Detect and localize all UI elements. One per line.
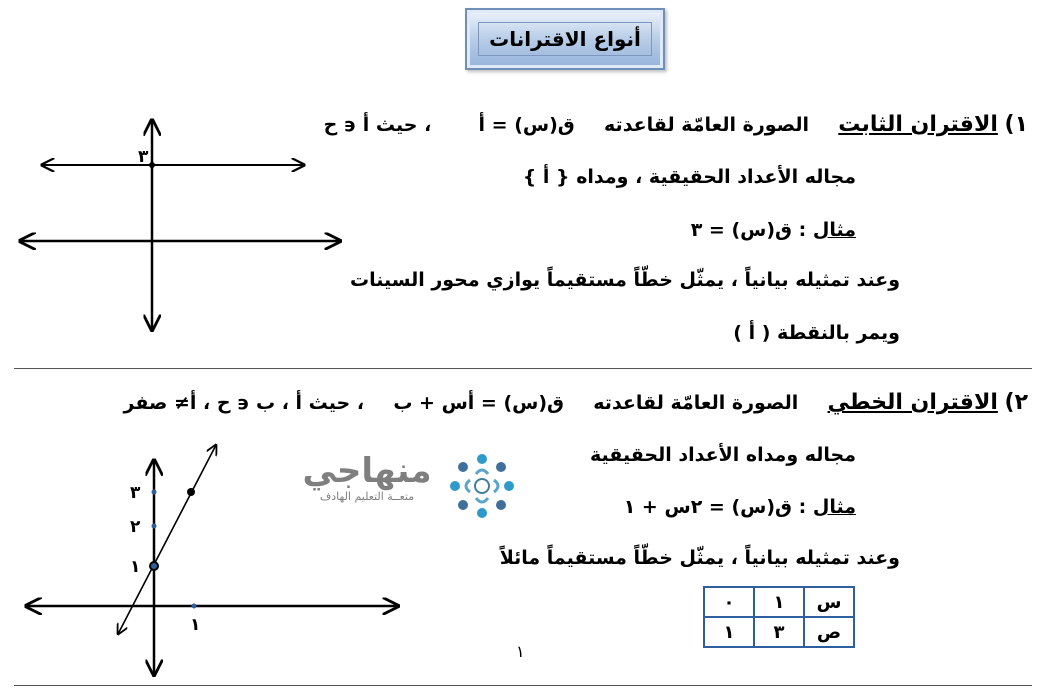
- section2-name: الاقتران الخطي: [827, 390, 998, 415]
- graph2-point-b: [187, 488, 195, 496]
- page-title: أنواع الاقترانات: [478, 22, 652, 56]
- section2-domain-range: مجاله ومداه الأعداد الحقيقية: [590, 444, 856, 466]
- section2-number: ٢): [1004, 390, 1028, 415]
- section1-example: : ق(س) = ٣: [690, 219, 807, 241]
- constant-function-graph: [20, 120, 340, 330]
- page-number: ١: [516, 642, 525, 661]
- section1-graph-desc-1: وعند تمثيله بيانياً ، يمثّل خطّاً مستقيماً يوازي محور السينات: [350, 269, 900, 291]
- section1-rule: ق(س) = أ: [478, 114, 575, 136]
- section2-example: : ق(س) = ٢س + ١: [623, 496, 807, 518]
- section1-general-form-label: الصورة العامّة لقاعدته: [604, 114, 810, 136]
- logo: [302, 452, 432, 504]
- graph2-y-label-2: ٢: [130, 517, 141, 537]
- section1-domain-range: مجاله الأعداد الحقيقية ، ومداه { أ }: [522, 166, 856, 188]
- section1-name: الاقتران الثابت: [838, 112, 998, 137]
- section2-condition: ، حيث أ ، ب ϶ ح ، أ≠ صفر: [123, 392, 365, 414]
- graph2-y-label-3: ٣: [130, 483, 141, 503]
- logo-name: منهاجي: [302, 451, 432, 491]
- table-cell-x1: ١: [754, 587, 804, 617]
- logo-tagline: متعــة التعليم الهادف: [319, 490, 415, 503]
- table-cell-y1: ٣: [754, 617, 804, 647]
- section2-rule: ق(س) = أس + ب: [393, 392, 565, 414]
- section1-number: ١): [1004, 112, 1028, 137]
- section1-example-label: مثال: [812, 219, 856, 241]
- table-cell-y2: ١: [704, 617, 754, 647]
- graph2-x-tick: [192, 604, 197, 609]
- section2-general-form-label: الصورة العامّة لقاعدته: [593, 392, 799, 414]
- graph1-point: [149, 162, 155, 168]
- section2-graph-desc: وعند تمثيله بيانياً ، يمثّل خطّاً مستقيماً مائلاً: [499, 547, 900, 569]
- logo-mark-icon: [450, 454, 514, 518]
- graph2-y-label-1: ١: [130, 557, 141, 577]
- graph2-x-label-1: ١: [190, 615, 201, 635]
- bottom-divider: [14, 685, 1032, 686]
- section2-example-label: مثال: [812, 496, 856, 518]
- graph2-tick-3: [152, 490, 157, 495]
- table-header-y: ص: [804, 617, 854, 647]
- graph2-tick-2: [152, 524, 157, 529]
- table-header-x: س: [804, 587, 854, 617]
- graph1-y-label: ٣: [138, 147, 149, 167]
- table-cell-x2: ٠: [704, 587, 754, 617]
- section1-graph-desc-2: ويمر بالنقطة ( أ ): [733, 322, 900, 344]
- section1-condition: ، حيث أ ϶ ح: [323, 114, 432, 136]
